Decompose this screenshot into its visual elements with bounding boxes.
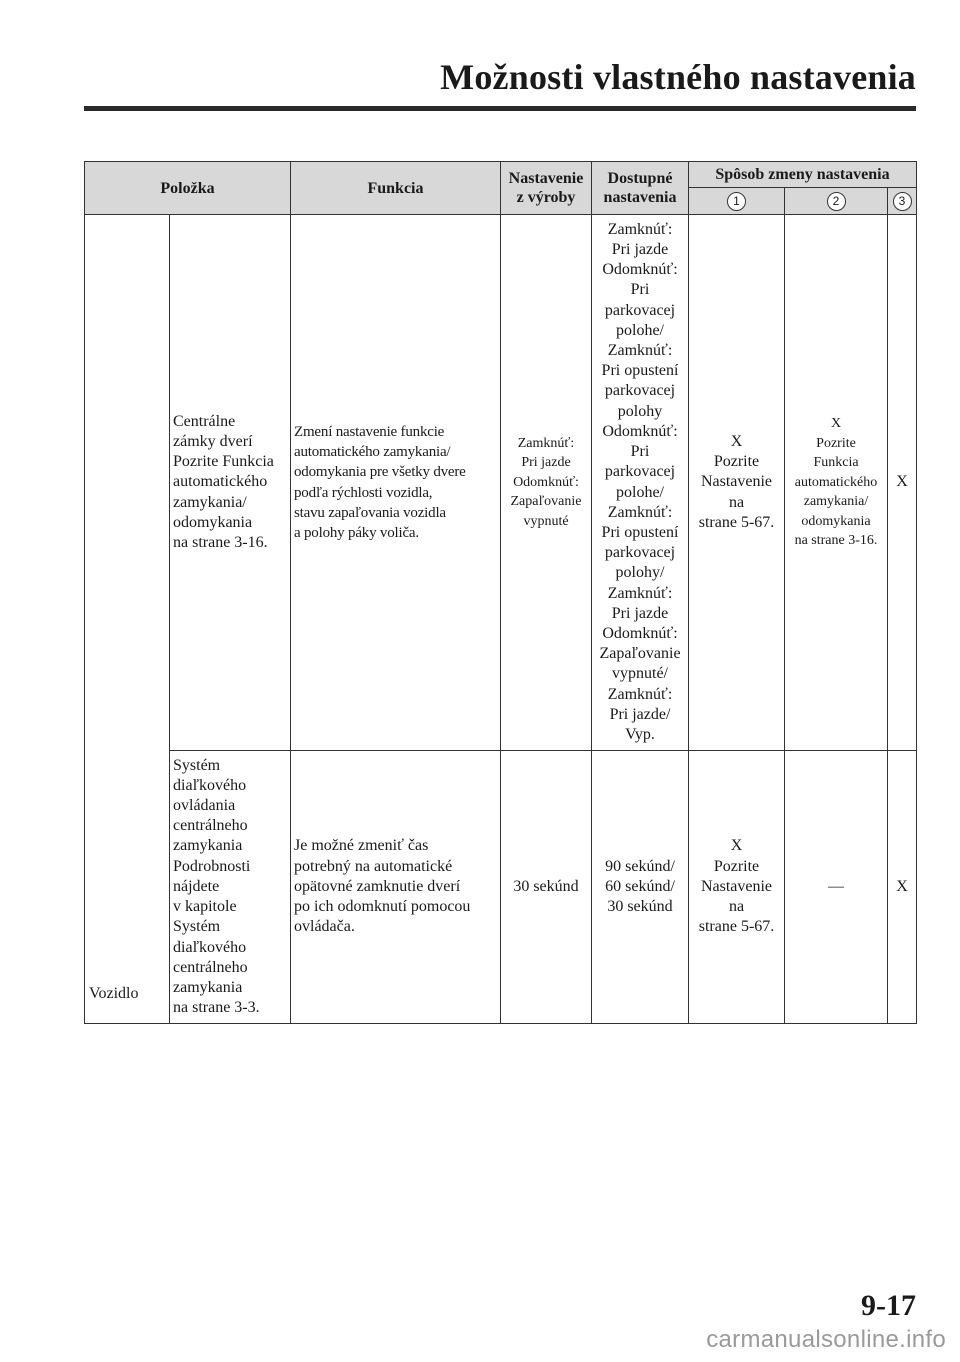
circled-number-1: 1 bbox=[727, 192, 746, 211]
settings-table bbox=[84, 161, 917, 1024]
row-method-3: X bbox=[888, 215, 917, 751]
header-available-settings: Dostupné nastavenia bbox=[592, 162, 689, 215]
row-method-2: — bbox=[785, 751, 888, 1024]
watermark: carmanualsonline.info bbox=[706, 1326, 946, 1353]
row-description: Zmení nastavenie funkcie automatického zamykania/ odomykania pre všetky dvere podľa rýchlosti vozidla, stavu zapaľovania vozidla a polohy páky voliča. bbox=[291, 215, 501, 751]
page-number: 9-17 bbox=[861, 1289, 916, 1322]
circled-number-2: 2 bbox=[827, 192, 846, 211]
title-rule bbox=[84, 106, 916, 111]
table-row bbox=[85, 215, 917, 751]
row-method-2: X Pozrite Funkcia automatického zamykania/ odomykania na strane 3-16. bbox=[785, 215, 888, 751]
row-factory-setting: Zamknúť: Pri jazde Odomknúť: Zapaľovanie vypnuté bbox=[501, 215, 592, 751]
header-method-3 bbox=[888, 188, 917, 215]
row-function: Centrálne zámky dverí Pozrite Funkcia automatického zamykania/ odomykania na strane 3-16. bbox=[170, 215, 291, 751]
table-row bbox=[85, 751, 917, 1024]
item-vehicle: Vozidlo bbox=[85, 215, 170, 1024]
header-row bbox=[85, 162, 917, 188]
section-title: Možnosti vlastného nastavenia bbox=[440, 57, 916, 97]
row-factory-setting: 30 sekúnd bbox=[501, 751, 592, 1024]
row-available-settings: Zamknúť: Pri jazde Odomknúť: Pri parkovacej polohe/ Zamknúť: Pri opustení parkovacej polohy Odomknúť: Pri parkovacej polohe/ Zamknúť: Pri opustení parkovacej polohy/ Zamknúť: Pri jazde Odomknúť: Zapaľovanie vypnuté/ Zamknúť: Pri jazde/ Vyp. bbox=[592, 215, 689, 751]
header-change-method: Spôsob zmeny nastavenia bbox=[689, 162, 917, 188]
header-factory-setting: Nastavenie z výroby bbox=[501, 162, 592, 215]
row-available-settings: 90 sekúnd/ 60 sekúnd/ 30 sekúnd bbox=[592, 751, 689, 1024]
row-method-1: X Pozrite Nastavenie na strane 5-67. bbox=[689, 751, 785, 1024]
row-method-3: X bbox=[888, 751, 917, 1024]
row-method-1: X Pozrite Nastavenie na strane 5-67. bbox=[689, 215, 785, 751]
header-method-1 bbox=[689, 188, 785, 215]
header-item: Položka bbox=[85, 162, 291, 215]
row-function: Systém diaľkového ovládania centrálneho zamykania Podrobnosti nájdete v kapitole Systém diaľkového centrálneho zamykania na strane 3-3. bbox=[170, 751, 291, 1024]
circled-number-3: 3 bbox=[893, 192, 912, 211]
row-description: Je možné zmeniť čas potrebný na automatické opätovné zamknutie dverí po ich odomknutí pomocou ovládača. bbox=[291, 751, 501, 1024]
header-method-2 bbox=[785, 188, 888, 215]
header-function: Funkcia bbox=[291, 162, 501, 215]
